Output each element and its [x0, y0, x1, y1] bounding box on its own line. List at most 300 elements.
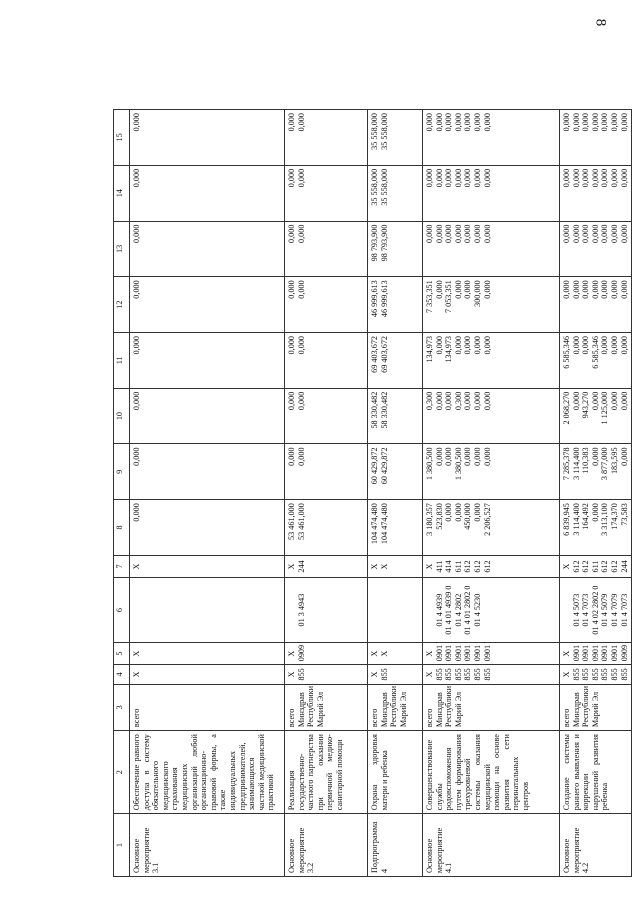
table-row — [423, 110, 560, 877]
line: 0901 — [434, 644, 444, 662]
line: 0,000 — [453, 168, 463, 188]
line: 611 — [590, 560, 600, 573]
line: 0,000 — [434, 113, 444, 132]
value-cell — [285, 444, 368, 500]
vr-cell — [560, 555, 632, 577]
line: 0,000 — [296, 447, 306, 466]
value-cell: 0,000 — [130, 110, 285, 166]
grbs-cell — [368, 665, 423, 684]
line: 3 180,357 — [425, 503, 434, 536]
line: 98 793,900 — [370, 224, 379, 262]
value-cell — [423, 165, 560, 221]
value-cell — [285, 388, 368, 444]
line: 0,000 — [562, 168, 571, 188]
line: 0,000 — [444, 113, 454, 132]
line: 612 — [463, 560, 473, 573]
line: 0,000 — [444, 224, 454, 243]
value-cell — [560, 221, 632, 277]
line: 01 4 7073 — [581, 593, 591, 627]
line: 855 — [379, 668, 389, 681]
line: 0,000 — [444, 391, 454, 411]
value-cell — [423, 221, 560, 277]
value-cell — [423, 332, 560, 388]
line: 612 — [609, 560, 619, 573]
executor-total: всего — [562, 708, 571, 728]
line: 0,000 — [463, 224, 473, 243]
header-row — [114, 110, 130, 877]
line: 164,492 — [581, 503, 591, 530]
line: 0909 — [296, 644, 306, 662]
line: X — [425, 671, 434, 678]
row-description: Реализация государственно-частного партнерства при оказании первичной медико-санитарной помощи — [285, 731, 368, 814]
line: X — [287, 563, 296, 570]
row-executor — [560, 684, 632, 731]
value-cell — [423, 277, 560, 333]
line: 46 999,613 — [370, 280, 379, 318]
line: 01 4 02 2802 0 — [590, 585, 600, 635]
value-cell: 0,000 — [130, 221, 285, 277]
value-cell: 0,000 — [130, 165, 285, 221]
line: 0,000 — [425, 113, 434, 132]
value-cell — [285, 500, 368, 556]
line: 0901 — [482, 644, 492, 662]
line: 523,830 — [434, 503, 444, 530]
line: 60 429,872 — [370, 447, 379, 485]
line: 0,000 — [482, 447, 492, 466]
line: 855 — [472, 668, 482, 681]
page-number: 8 — [592, 18, 609, 27]
line: 611 — [453, 560, 463, 573]
row-code: Основное мероприятие 3.1 — [130, 814, 285, 877]
value-cell — [368, 277, 423, 333]
line: 0,000 — [619, 335, 629, 355]
line: 0,000 — [562, 224, 571, 243]
line: 855 — [296, 668, 306, 681]
value-cell — [368, 332, 423, 388]
line: 0,000 — [482, 224, 492, 243]
line — [380, 581, 390, 639]
vr-cell — [423, 555, 560, 577]
line: 3 877,000 — [600, 447, 610, 481]
col-header: 14 — [114, 165, 130, 221]
value-cell — [423, 388, 560, 444]
line: 6 585,346 — [590, 335, 600, 369]
line: 0,000 — [482, 391, 492, 411]
line: 0,000 — [571, 224, 581, 243]
line: 244 — [296, 560, 306, 573]
row-description: Охрана здоровья матери и ребенка — [368, 731, 423, 814]
line: 0,000 — [619, 113, 629, 132]
line: 0,000 — [482, 113, 492, 132]
col-header: 12 — [114, 277, 130, 333]
rzpr-cell — [368, 642, 423, 664]
line: 1 380,500 — [425, 447, 434, 481]
line: 104 474,480 — [379, 503, 389, 545]
line: 0,000 — [425, 168, 434, 188]
line: 110,383 — [581, 447, 591, 474]
value-cell — [560, 165, 632, 221]
line: 0,000 — [590, 280, 600, 299]
csr-cell — [285, 578, 368, 643]
line: 98 793,900 — [379, 224, 389, 262]
value-cell — [285, 110, 368, 166]
table-row — [130, 110, 285, 877]
line: 0,000 — [590, 503, 600, 522]
value-cell — [560, 110, 632, 166]
row-description: Обеспечение равного доступа в систему обязательного медицинского страхования медицинских организаций любой организационно-правовой формы, а также индивидуальных предпринимателей, занимающихся частной медицинской практикой — [130, 731, 285, 814]
table-row — [368, 110, 423, 877]
line: 01 4 4939 — [434, 593, 444, 627]
line: 0,000 — [571, 168, 581, 188]
line: 2 068,270 — [562, 391, 571, 425]
row-executor — [285, 684, 368, 731]
line: 0,000 — [296, 224, 306, 243]
line: 134,973 — [444, 335, 454, 363]
line: 01 4 5230 — [472, 593, 482, 627]
line: 0,000 — [463, 280, 473, 299]
line: 0,000 — [287, 280, 296, 299]
value-cell — [560, 277, 632, 333]
csr-cell — [130, 578, 285, 643]
line: 0,000 — [434, 280, 444, 299]
line: 0,000 — [296, 391, 306, 411]
line: 0,000 — [472, 447, 482, 466]
value-cell — [285, 332, 368, 388]
line: 855 — [453, 668, 463, 681]
line: X — [562, 650, 571, 657]
value-cell — [423, 110, 560, 166]
line: 0901 — [444, 644, 454, 662]
line: 0,000 — [600, 224, 610, 243]
line: 01 4 01 4939 0 — [444, 585, 454, 635]
line: 0,000 — [463, 391, 473, 411]
value-cell: 0,000 — [130, 500, 285, 556]
col-header: 4 — [114, 665, 130, 684]
line — [425, 581, 435, 639]
line — [562, 581, 572, 639]
line: 01 4 5079 — [600, 593, 610, 627]
row-code: Основное мероприятие 4.1 — [423, 814, 560, 877]
line: 69 403,672 — [370, 335, 379, 373]
line: 855 — [590, 668, 600, 681]
line: 2 206,527 — [482, 503, 492, 536]
line: 0,000 — [609, 335, 619, 355]
line: 855 — [444, 668, 454, 681]
line: 01 3 4943 — [296, 593, 306, 627]
line: 0,000 — [296, 168, 306, 188]
line: 0,000 — [444, 168, 454, 188]
line: 0,000 — [590, 391, 600, 411]
line: 0,000 — [444, 447, 454, 466]
line: 612 — [472, 560, 482, 573]
line: 3 114,400 — [571, 503, 581, 536]
line: X — [370, 563, 379, 570]
line: X — [370, 650, 379, 657]
rzpr-cell: X — [130, 642, 285, 664]
grbs-cell: X — [130, 665, 285, 684]
line: 7 053,351 — [444, 280, 454, 314]
line: 411 — [434, 560, 444, 573]
grbs-cell — [285, 665, 368, 684]
line: 0,000 — [590, 113, 600, 132]
rzpr-cell — [285, 642, 368, 664]
line — [370, 581, 380, 639]
line: 0,000 — [581, 113, 591, 132]
row-executor — [423, 684, 560, 731]
vr-cell — [368, 555, 423, 577]
line: 0,000 — [590, 224, 600, 243]
value-cell — [368, 500, 423, 556]
line: 0,000 — [619, 224, 629, 243]
line: 612 — [581, 560, 591, 573]
line: 855 — [619, 668, 629, 681]
line: 0,000 — [453, 280, 463, 299]
line — [287, 581, 297, 639]
line: 01 4 7079 — [609, 593, 619, 627]
line: 53 461,000 — [296, 503, 306, 540]
col-header: 2 — [114, 731, 130, 814]
value-cell: 0,000 — [130, 277, 285, 333]
col-header: 7 — [114, 555, 130, 577]
table-row — [285, 110, 368, 877]
line: 0,000 — [463, 335, 473, 355]
line: 58 330,482 — [379, 391, 389, 429]
row-code: Подпрограмма 4 — [368, 814, 423, 877]
value-cell — [285, 165, 368, 221]
line: 0,000 — [472, 391, 482, 411]
line: 0,000 — [600, 168, 610, 188]
value-cell — [368, 444, 423, 500]
line: 0,000 — [453, 224, 463, 243]
value-cell — [423, 500, 560, 556]
line: 0,000 — [482, 335, 492, 355]
line: 0,000 — [472, 168, 482, 188]
line: 1 125,000 — [600, 391, 610, 425]
budget-table — [113, 109, 632, 877]
line: 35 558,000 — [370, 168, 379, 206]
line: 0,000 — [463, 113, 473, 132]
line: 0,000 — [425, 224, 434, 243]
line: 01 4 01 2802 0 — [463, 585, 473, 635]
csr-cell — [423, 578, 560, 643]
line: 0,000 — [581, 335, 591, 355]
line: 855 — [600, 668, 610, 681]
line: 0,000 — [472, 224, 482, 243]
line: 612 — [571, 560, 581, 573]
line: 0901 — [600, 644, 610, 662]
line: 0,000 — [600, 113, 610, 132]
line: 174,370 — [609, 503, 619, 530]
line: 7 353,351 — [425, 280, 434, 314]
line: X — [287, 650, 296, 657]
line: 414 — [444, 560, 454, 573]
line: 0,000 — [609, 113, 619, 132]
line: 0,000 — [287, 168, 296, 188]
line: 0,000 — [296, 280, 306, 299]
col-header: 8 — [114, 500, 130, 556]
line: 855 — [434, 668, 444, 681]
executor-ministry: Минздрав Республики Марий Эл — [296, 686, 325, 728]
vr-cell: X — [130, 555, 285, 577]
line: X — [379, 650, 389, 657]
line: 855 — [609, 668, 619, 681]
line: 0,000 — [434, 447, 444, 466]
line: 0,000 — [619, 280, 629, 299]
executor-total: всего — [370, 708, 379, 728]
line: 0,000 — [482, 280, 492, 299]
line: 0,000 — [434, 335, 444, 355]
line: X — [562, 671, 571, 678]
rzpr-cell — [560, 642, 632, 664]
executor-ministry: Минздрав Республики Марий Эл — [571, 686, 600, 728]
line: 35 558,000 — [379, 168, 389, 206]
line: 0,000 — [287, 335, 296, 355]
line: 0,000 — [571, 391, 581, 411]
line: 0,000 — [619, 168, 629, 188]
row-executor — [368, 684, 423, 731]
value-cell: 0,000 — [130, 444, 285, 500]
line: 35 558,000 — [379, 113, 389, 150]
vr-cell — [285, 555, 368, 577]
row-description: Совершенствование службы родовспоможения путем формирования трехуровневой системы оказания медицинской помощи на основе развития сети перинатальных центров — [423, 731, 560, 814]
line: 0,000 — [581, 224, 591, 243]
col-header: 10 — [114, 388, 130, 444]
line: 7 285,378 — [562, 447, 571, 481]
line: 0,000 — [571, 113, 581, 132]
value-cell — [560, 332, 632, 388]
col-header: 9 — [114, 444, 130, 500]
row-executor: всего — [130, 684, 285, 731]
line: 0,000 — [434, 224, 444, 243]
line: 0,000 — [482, 168, 492, 188]
line: 0,300 — [453, 391, 463, 411]
line: 0,000 — [453, 335, 463, 355]
line: 943,270 — [581, 391, 591, 419]
line: 0,000 — [287, 113, 296, 132]
rotated-table-wrapper — [113, 109, 629, 877]
line: 0,000 — [444, 503, 454, 522]
line: 01 4 7073 — [619, 593, 629, 627]
value-cell — [368, 110, 423, 166]
value-cell — [560, 388, 632, 444]
value-cell — [285, 277, 368, 333]
line: 0,000 — [590, 168, 600, 188]
value-cell: 0,000 — [130, 332, 285, 388]
line: 0,000 — [287, 224, 296, 243]
line: X — [287, 671, 296, 678]
col-header: 15 — [114, 110, 130, 166]
line: 60 429,872 — [379, 447, 389, 485]
line: 0,000 — [609, 168, 619, 188]
line: X — [379, 563, 389, 570]
line: 0,000 — [619, 391, 629, 411]
line: 0,000 — [581, 168, 591, 188]
line: 0,000 — [463, 168, 473, 188]
executor-total: всего — [287, 708, 296, 728]
line: 612 — [600, 560, 610, 573]
value-cell — [560, 500, 632, 556]
line: 01 4 5073 — [571, 593, 581, 627]
line: 0,000 — [590, 447, 600, 466]
row-description: Создание системы раннего выявления и коррекции нарушений развития ребенка — [560, 731, 632, 814]
line: 6 585,346 — [562, 335, 571, 369]
row-code: Основное мероприятие 3.2 — [285, 814, 368, 877]
col-header: 6 — [114, 578, 130, 643]
col-header: 1 — [114, 814, 130, 877]
line: 450,000 — [463, 503, 473, 530]
line: 0,000 — [434, 391, 444, 411]
line: 244 — [619, 560, 629, 573]
line: 0,000 — [600, 335, 610, 355]
line: 3 114,400 — [571, 447, 581, 480]
line: X — [425, 563, 434, 570]
line: 0,000 — [453, 113, 463, 132]
line: 69 403,672 — [379, 335, 389, 373]
line: 1 380,500 — [453, 447, 463, 481]
line: 0901 — [463, 644, 473, 662]
line: 0,000 — [619, 447, 629, 466]
col-header: 11 — [114, 332, 130, 388]
line: 0901 — [581, 644, 591, 662]
line: 0901 — [609, 644, 619, 662]
line: 104 474,480 — [370, 503, 379, 545]
line: 0,000 — [287, 391, 296, 411]
table-row — [560, 110, 632, 877]
value-cell — [368, 165, 423, 221]
grbs-cell — [423, 665, 560, 684]
line: 300,000 — [472, 280, 482, 307]
line: 0,000 — [600, 280, 610, 299]
line: 3 313,100 — [600, 503, 610, 536]
line: 35 558,000 — [370, 113, 379, 150]
line: 6 839,945 — [562, 503, 571, 536]
line: 0,000 — [571, 280, 581, 299]
executor-total: всего — [425, 708, 434, 728]
line: 612 — [482, 560, 492, 573]
line: 0901 — [453, 644, 463, 662]
line: 46 999,613 — [379, 280, 389, 318]
executor-ministry: Минздрав Республики Марий Эл — [434, 686, 463, 728]
value-cell: 0,000 — [130, 388, 285, 444]
col-header: 3 — [114, 684, 130, 731]
line: 134,973 — [425, 335, 434, 363]
line: 0,000 — [571, 335, 581, 355]
line: 0,000 — [581, 280, 591, 299]
line: 0,000 — [562, 113, 571, 132]
line: 0,000 — [562, 280, 571, 299]
grbs-cell — [560, 665, 632, 684]
row-code: Основное мероприятие 4.2 — [560, 814, 632, 877]
line: 183,595 — [609, 447, 619, 475]
rzpr-cell — [423, 642, 560, 664]
line: 0,000 — [609, 224, 619, 243]
line: 01 4 2802 — [453, 593, 463, 627]
line: 0,000 — [434, 168, 444, 188]
line: X — [425, 650, 434, 657]
line: 0,000 — [609, 280, 619, 299]
line: 0901 — [590, 644, 600, 662]
line: 73,583 — [619, 503, 629, 526]
line: 0,000 — [453, 503, 463, 522]
line: 0,000 — [609, 391, 619, 411]
value-cell — [423, 444, 560, 500]
col-header: 5 — [114, 642, 130, 664]
col-header: 13 — [114, 221, 130, 277]
executor-ministry: Минздрав Республики Марий Эл — [379, 686, 408, 728]
value-cell — [560, 444, 632, 500]
line: 0,000 — [472, 503, 482, 522]
line: 0,000 — [472, 113, 482, 132]
